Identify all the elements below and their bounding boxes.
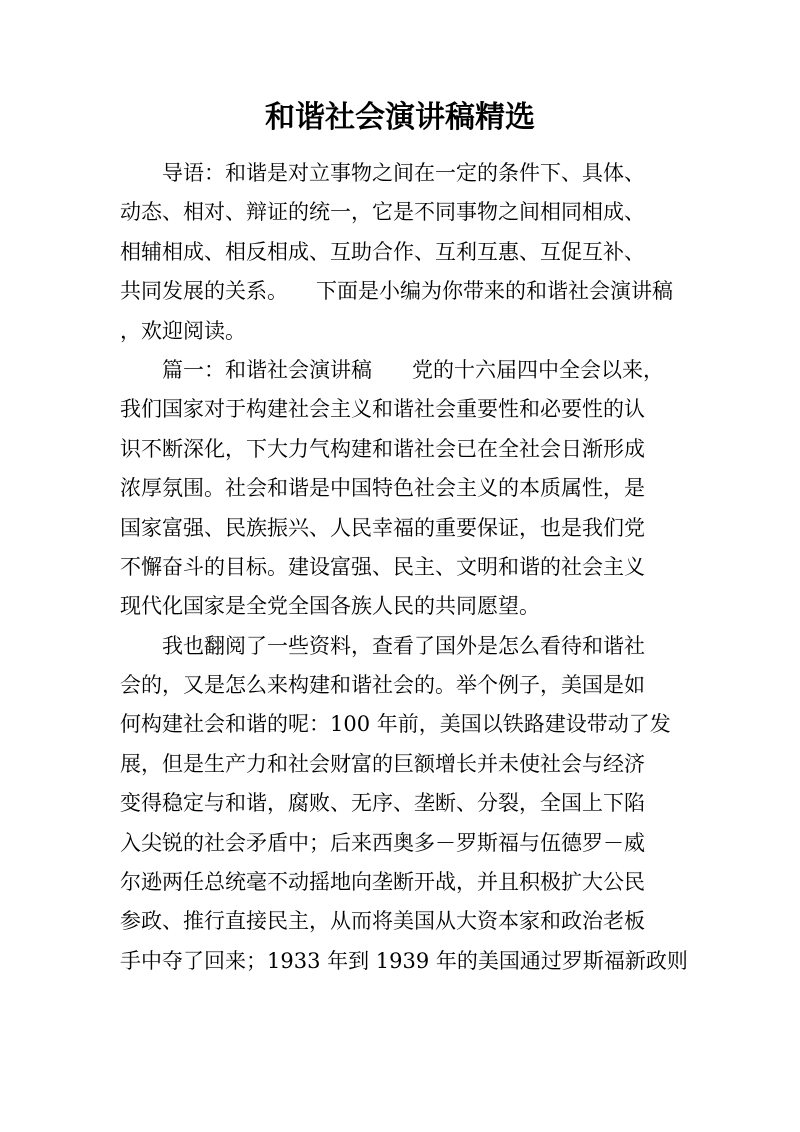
section1-line-7: 现代化国家是全党全国各族人民的共同愿望。 [120,594,540,619]
section1-line-3: 识不断深化，下大力气构建和谐社会已在全社会日渐形成 [120,436,645,461]
intro-line-4a: 共同发展的关系。 [120,279,288,304]
para3-line-4: 展，但是生产力和社会财富的巨额增长并未使社会与经济 [120,751,645,776]
para3-line-1: 我也翻阅了一些资料，查看了国外是怎么看待和谐社 [162,633,645,658]
para3-line-6: 入尖锐的社会矛盾中；后来西奥多－罗斯福与伍德罗－威 [120,830,645,855]
intro-line-1: 导语：和谐是对立事物之间在一定的条件下、具体、 [162,161,645,185]
intro-line-5: ，欢迎阅读。 [120,318,246,343]
intro-line-4 [120,272,682,311]
section1-line-4: 浓厚氛围。社会和谐是中国特色社会主义的本质属性，是 [120,476,645,501]
para3-line-3: 何构建社会和谐的呢：100 年前，美国以铁路建设带动了发 [120,712,671,737]
document-title: 和谐社会演讲稿精选 [265,100,535,135]
intro-line-3: 相辅相成、相反相成、互助合作、互利互惠、互促互补、 [120,239,645,264]
para3-line-2: 会的，又是怎么来构建和谐社会的。举个例子，美国是如 [120,673,645,698]
para3-line-7: 尔逊两任总统毫不动摇地向垄断开战，并且积极扩大公民 [120,870,645,895]
section1-line-6: 不懈奋斗的目标。建设富强、民主、文明和谐的社会主义 [120,554,645,579]
section1-label: 篇一：和谐社会演讲稿 [162,357,372,382]
section1-line-1-text: 党的十六届四中全会以来， [412,357,664,382]
para3-line-9: 手中夺了回来；1933 年到 1939 年的美国通过罗斯福新政则 [120,948,688,973]
intro-line-4b: 下面是小编为你带来的和谐社会演讲稿 [316,279,673,304]
section1-line-2: 我们国家对于构建社会主义和谐社会重要性和必要性的认 [120,397,645,422]
para3-line-5: 变得稳定与和谐，腐败、无序、垄断、分裂，全国上下陷 [120,791,645,816]
section1-line-1 [120,351,682,390]
intro-line-2: 动态、相对、辩证的统一，它是不同事物之间相同相成、 [120,200,645,225]
document-body [120,154,688,981]
section1-line-5: 国家富强、民族振兴、人民幸福的重要保证，也是我们党 [120,515,645,540]
para3-line-8: 参政、推行直接民主，从而将美国从大资本家和政治老板 [120,909,645,934]
